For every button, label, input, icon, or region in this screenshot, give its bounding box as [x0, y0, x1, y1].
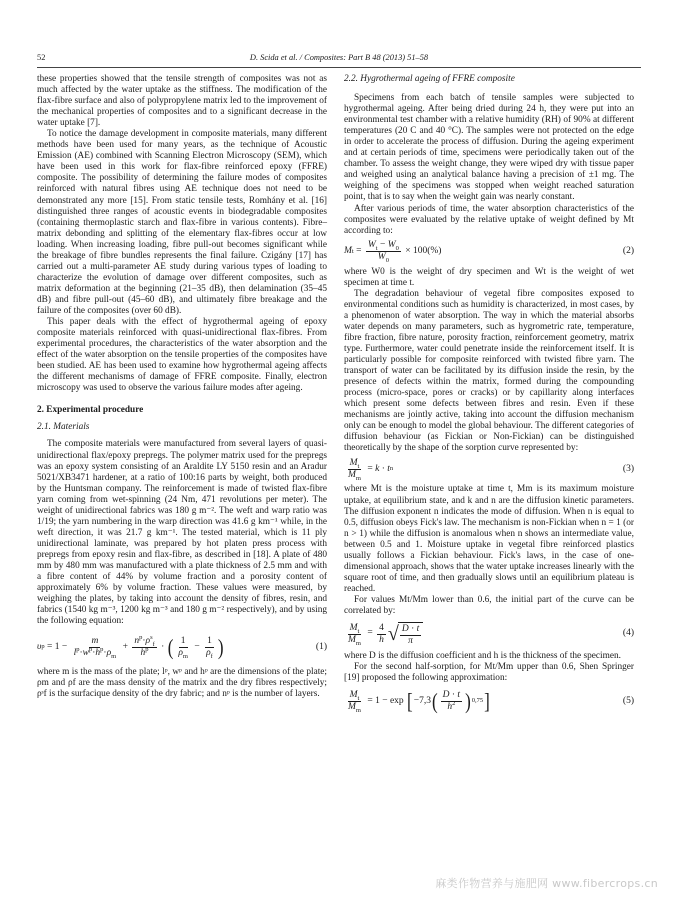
paragraph: To notice the damage development in composite materials, many different methods have been used for many years, as the technique of Acoustic Emission (AE) combined with Scanning Electron Microscopy (SEM), which have been used in this work for flax-fibre reinforced epoxy (FFRE) composite. The possibility of determining the failure modes of composites reinforced with natural fibres using AE technique does not need to be demonstrated any more [15]. From static tensile tests, Romhány et al. [16] distinguished three ranges of acoustic events in biodegradable composites (containing thermoplastic starch and flax-fibre in various contents). Fibre–matrix debonding and splitting of the elementary flax-fibres occur at low loading. When increasing loading, fibre pull-out becomes significant while the breakage of fibre bundles represents the final failure. Czigány [17] has carried out a multi-parameter AE study during various types of loading to characterize the evolution of damage over different composites, such as matrix deformation at the beginning (21–35 dB), then delamination (35–45 dB) and fibre pull-out (45–60 dB), and ultimately fibre breakage and the failure of the composites (over 60 dB). — [37, 129, 327, 316]
equation-number: (4) — [622, 628, 634, 639]
equation-expression: M t = $\frac{W_t - W_0}{W_0}$ × 100(%) — [344, 240, 442, 265]
subsection-heading: 2.1. Materials — [37, 422, 90, 433]
equation-number: (3) — [622, 463, 634, 474]
journal-citation: D. Scida et al. / Composites: Part B 48 (2013) 51–58 — [249, 53, 429, 62]
equation-expression: $\frac{M_t}{M_m}$ = $\frac{4}{h}$ √ $\frac{D \cdot t}{\pi}$ — [344, 622, 610, 647]
right-column — [344, 74, 634, 718]
equation-expression: $\frac{M_t}{M_m}$ = k · t n — [348, 457, 394, 482]
equation-number: (1) — [315, 641, 327, 652]
paragraph: Specimens from each batch of tensile samples were subjected to hygrothermal ageing. After being dried during 24 h, they were put into an environmental test chamber with a relative humidity (RH) of 90% at different temperatures (20 C and 40 °C). The samples were not protected on the edge in order to accelerate the process of diffusion. During the ageing experiment and at certain periods of time, specimens were periodically taken out of the chamber. To assess the weight change, they were wiped dry with tissue paper and weighed using an analytical balance having a precision of ±1 mg. The weighing of the specimens was stopped when weight reached saturation point, that is to say when the weight gain was nearly constant. — [344, 93, 634, 203]
equation-expression: $\frac{M_t}{M_m}$ = 1 − exp [ −7,3 ( $\frac{D \cdot t}{h^2}$ ) 0,75 ] — [348, 688, 490, 714]
paragraph: For values Mt/Mm lower than 0.6, the initial part of the curve can be correlated by: — [344, 594, 634, 616]
left-column — [37, 74, 327, 700]
paragraph: For the second half-sorption, for Mt/Mm upper than 0.6, Shen Springer [19] proposed the following approximation: — [344, 662, 634, 684]
equation-5 — [344, 684, 634, 718]
running-head — [37, 53, 641, 65]
equation-4 — [344, 617, 634, 651]
paragraph: where Mt is the moisture uptake at time t, Mm is its maximum moisture uptake, at equilibrium state, and k and n are the diffusion kinetic parameters. The diffusion exponent n indicates the mode of diffusion. When n is equal to 0.5, diffusion obeys Fick's law. The mechanism is non-Fickian when n = 1 (or n > 1) while the diffusion is anomalous when n shows an intermediate value, between 0.5 and 1. Moisture uptake in vegetal fibre reinforced plastics usually follows a Fickian behaviour. Fick's laws, in the case of one-dimensional approach, shows that the water uptake increases linearly with the square root of time, and then gradually slows until an equilibrium plateau is reached. — [344, 484, 634, 594]
paragraph: After various periods of time, the water absorption characteristics of the composites were evaluated by the relative uptake of weight defined by Mt according to: — [344, 203, 634, 236]
site-watermark: 麻类作物营养与施肥网 www.fibercrops.cn — [435, 877, 658, 890]
header-rule — [37, 67, 641, 68]
paragraph: The composite materials were manufactured from several layers of quasi-unidirectional flax/epoxy prepregs. The polymer matrix used for the prepregs was an epoxy system consisting of an Araldite LY 5150 resin and an Aradur 5021/XB3471 hardener, at a ratio of 100:16 parts by weight, both produced by the Huntsman company. The reinforcement is made of twisted flax-fibre yarn coming from wet-spinning (24 Nm, 471 revolutions per meter). The weight of unidirectional fabrics was 180 g m⁻². The weft and warp ratio was 1/19; the yarn numbering in the warp direction was 41.6 g km⁻¹ while, in the weft direction, it was 21.7 g km⁻¹. The tested material, which is 11 ply unidirectional laminate, was prepared by hot platen press process with prepregs from epoxy resin and flax-fibre, as described in [18]. A plate of 480 mm by 480 mm was manufactured with a plate thickness of 2.5 mm and with a fibre content of 44% by volume fraction and a porosity content of approximately 6% by volume fraction. These values were measured, by weighing the plates, by taking into account the density of fibres, resin, and fabrics (1540 kg m⁻³, 1200 kg m⁻³ and 180 g m⁻² respectively), and by using the following equation: — [37, 439, 327, 627]
equation-2 — [344, 237, 634, 267]
paragraph: The degradation behaviour of vegetal fibre composites exposed to environmental conditions such as humidity is characterized, in most cases, by a phenomenon of water absorption. The way in which the material absorbs water depends on many parameters, such as hygrometric rate, temperature, fibre fraction, fibre nature, porosity fraction, reinforcement geometry, matrix type. Furthermore, water could penetrate inside the reinforcement itself. It is particularly possible for composite reinforced with twisted fibre yarn. The transport of water can be facilitated by its diffusion inside the resin, by the presence of defects within the matrix, formed during the compounding process (micro-space, pores or cracks) or by capillarity along interfaces which present some defects between fibres and resin. Even if these mechanisms are jointly active, taking into account the diffusion mechanism only can be enough to model the global behaviour. The different categories of diffusion behaviour (as Fickian or Non-Fickian) can be distinguished theoretically by the shape of the sorption curve represented by: — [344, 288, 634, 454]
paragraph: these properties showed that the tensile strength of composites was not as much affected by the water uptake as the stiffness. The modification of the flax-fibre surface and also of polypropylene matrix led to the improvement of the mechanical properties of composites and to a significant decrease in the water uptake [7]. — [37, 74, 327, 129]
paragraph: where D is the diffusion coefficient and h is the thickness of the specimen. — [344, 651, 621, 662]
page-number: 52 — [37, 53, 46, 62]
paragraph: This paper deals with the effect of hygrothermal ageing of epoxy composite materials reinforced with quasi-unidirectional flax-fibres. From experimental procedures, the characteristics of the water absorption and the effect of the water absorption on the tensile properties of the composites have been studied. AE has been used to examine how hygrothermal ageing affects the different mechanisms of damage of FFRE composite. Finally, electron microscopy was used to observe the various failure modes after ageing. — [37, 317, 327, 394]
equation-number: (2) — [622, 246, 634, 257]
paragraph: where m is the mass of the plate; lᵖ, wᵖ and hᵖ are the dimensions of the plate; ρm and ρf are the mass density of the matrix and the dry fibres respectively; ρˢf is the surfacique density of the dry fabric; and nᵖ is the number of layers. — [37, 667, 327, 700]
equation-number: (5) — [622, 695, 634, 706]
section-heading: 2. Experimental procedure — [37, 405, 144, 416]
equation-1 — [37, 627, 327, 667]
subsection-heading: 2.2. Hygrothermal ageing of FFRE composite — [344, 74, 515, 84]
paragraph: where W0 is the weight of dry specimen and Wt is the weight of wet specimen at time t. — [344, 266, 634, 288]
equation-expression: υ p = 1 − $\frac{m}{l^p\cdot w^p\cdot h^p\cdot\rho_m}$ + $\frac{n^p\cdot\rho^s_f}{h^p}$ · ( $\frac{1}{\rho_m}$ − $\frac{1}{\rho_f}$ ) — [37, 633, 224, 660]
equation-3 — [344, 454, 634, 484]
